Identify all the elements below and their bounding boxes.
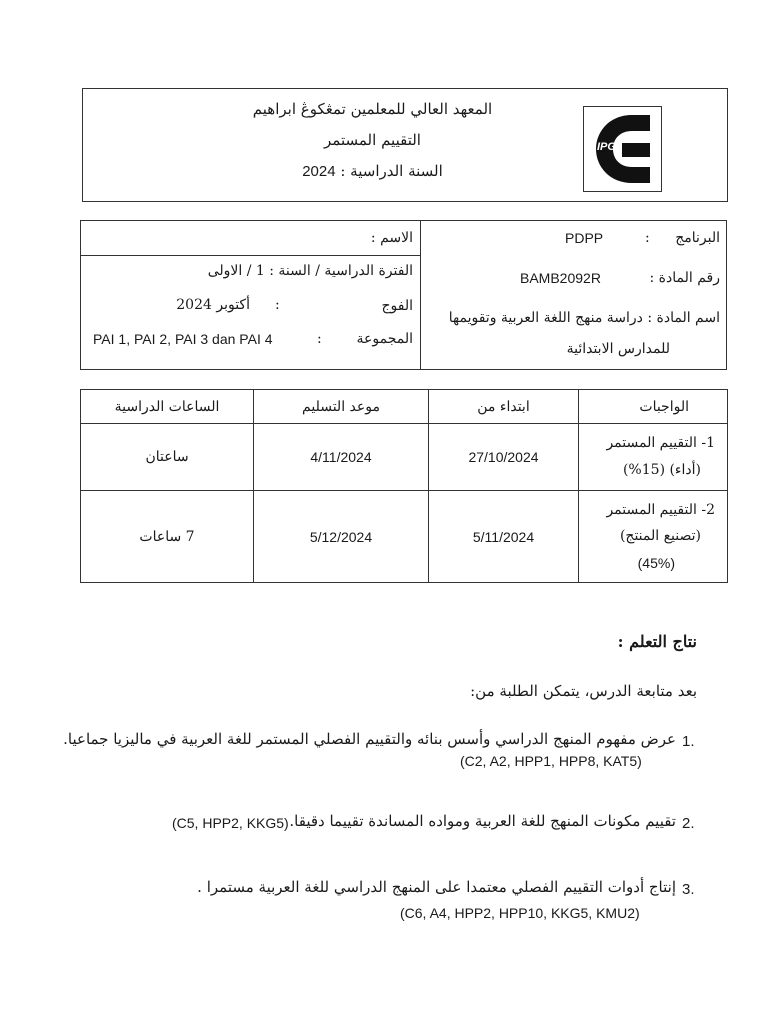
row2-task-line1: 2- التقييم المستمر	[606, 501, 715, 518]
outcome-2-number: 2.	[682, 815, 695, 832]
institute-name: المعهد العالي للمعلمين تمڠکوڠ ابراهيم	[252, 100, 493, 118]
group-separator: :	[317, 331, 322, 347]
semester-year: الفترة الدراسية / السنة : 1 / الاولى	[207, 263, 413, 279]
schedule-table	[80, 389, 728, 583]
row1-task-line1: 1- التقييم المستمر	[606, 435, 715, 452]
row2-task	[579, 491, 728, 583]
logo-icon	[584, 107, 661, 191]
row2-hours: 7 ساعات	[81, 491, 254, 583]
outcome-1-number: 1.	[682, 733, 695, 750]
academic-year-value: 2024	[302, 163, 336, 180]
logo-text: IPG	[597, 141, 616, 153]
outcome-1-text: عرض مفهوم المنهج الدراسي وأسس بنائه والتقييم الفصلي المستمر للغة العربية في ماليزيا جماعيا.	[63, 730, 676, 748]
cohort-value: أكتوبر 2024	[176, 297, 250, 313]
outcome-1-codes: (C2, A2, HPP1, HPP8, KAT5)	[460, 753, 642, 769]
row1-due: 4/11/2024	[254, 424, 429, 491]
header-task: الواجبات	[579, 390, 728, 424]
course-code-label: رقم المادة :	[649, 270, 720, 286]
header-due: موعد التسليم	[254, 390, 429, 424]
schedule-header-row	[81, 390, 728, 424]
row1-hours: ساعتان	[81, 424, 254, 491]
outcome-2-codes: (C5, HPP2, KKG5)	[172, 815, 289, 831]
outcome-2-text: تقييم مكونات المنهج للغة العربية ومواده المساندة تقييما دقيقا.	[289, 812, 676, 830]
info-row-line	[80, 255, 420, 256]
row1-task	[579, 424, 728, 491]
outcome-3-codes: (C6, A4, HPP2, HPP10, KKG5, KMU2)	[400, 905, 640, 921]
row1-task-line2: (أداء) (15%)	[622, 462, 701, 478]
program-value: PDPP	[565, 230, 604, 246]
table-row	[81, 491, 728, 583]
program-label: البرنامج	[675, 230, 720, 246]
row2-due: 5/12/2024	[254, 491, 429, 583]
outcomes-title: نتاج التعلم :	[617, 632, 697, 651]
row2-task-line2: (تصنيع المنتج)	[619, 528, 701, 545]
header-hours: الساعات الدراسية	[81, 390, 254, 424]
header-start: ابتداء من	[429, 390, 579, 424]
course-code-value: BAMB2092R	[520, 270, 601, 286]
row1-start: 27/10/2024	[429, 424, 579, 491]
outcome-3-text: إنتاج أدوات التقييم الفصلي معتمدا على المنهج الدراسي للغة العربية مستمرا .	[197, 878, 676, 896]
info-divider	[420, 220, 421, 370]
program-separator: :	[645, 230, 650, 246]
table-row	[81, 424, 728, 491]
institute-logo	[583, 106, 662, 192]
course-name: اسم المادة : دراسة منهج اللغة العربية وتقويمها	[448, 310, 720, 326]
outcome-3-number: 3.	[682, 881, 695, 898]
row2-start: 5/11/2024	[429, 491, 579, 583]
group-label: المجموعة	[356, 331, 413, 347]
outcomes-intro: بعد متابعة الدرس، يتمكن الطلبة من:	[470, 682, 697, 700]
student-name-label: الاسم :	[370, 230, 413, 246]
course-name-line2: للمدارس الابتدائية	[566, 341, 670, 357]
academic-year-label: السنة الدراسية :	[340, 162, 443, 180]
row2-task-line3: (45%)	[637, 554, 675, 571]
academic-year	[200, 162, 545, 181]
group-value: PAI 1, PAI 2, PAI 3 dan PAI 4	[93, 331, 273, 347]
cohort-label: الفوج	[381, 298, 413, 314]
assessment-title: التقييم المستمر	[324, 131, 421, 149]
cohort-separator: :	[275, 297, 280, 313]
